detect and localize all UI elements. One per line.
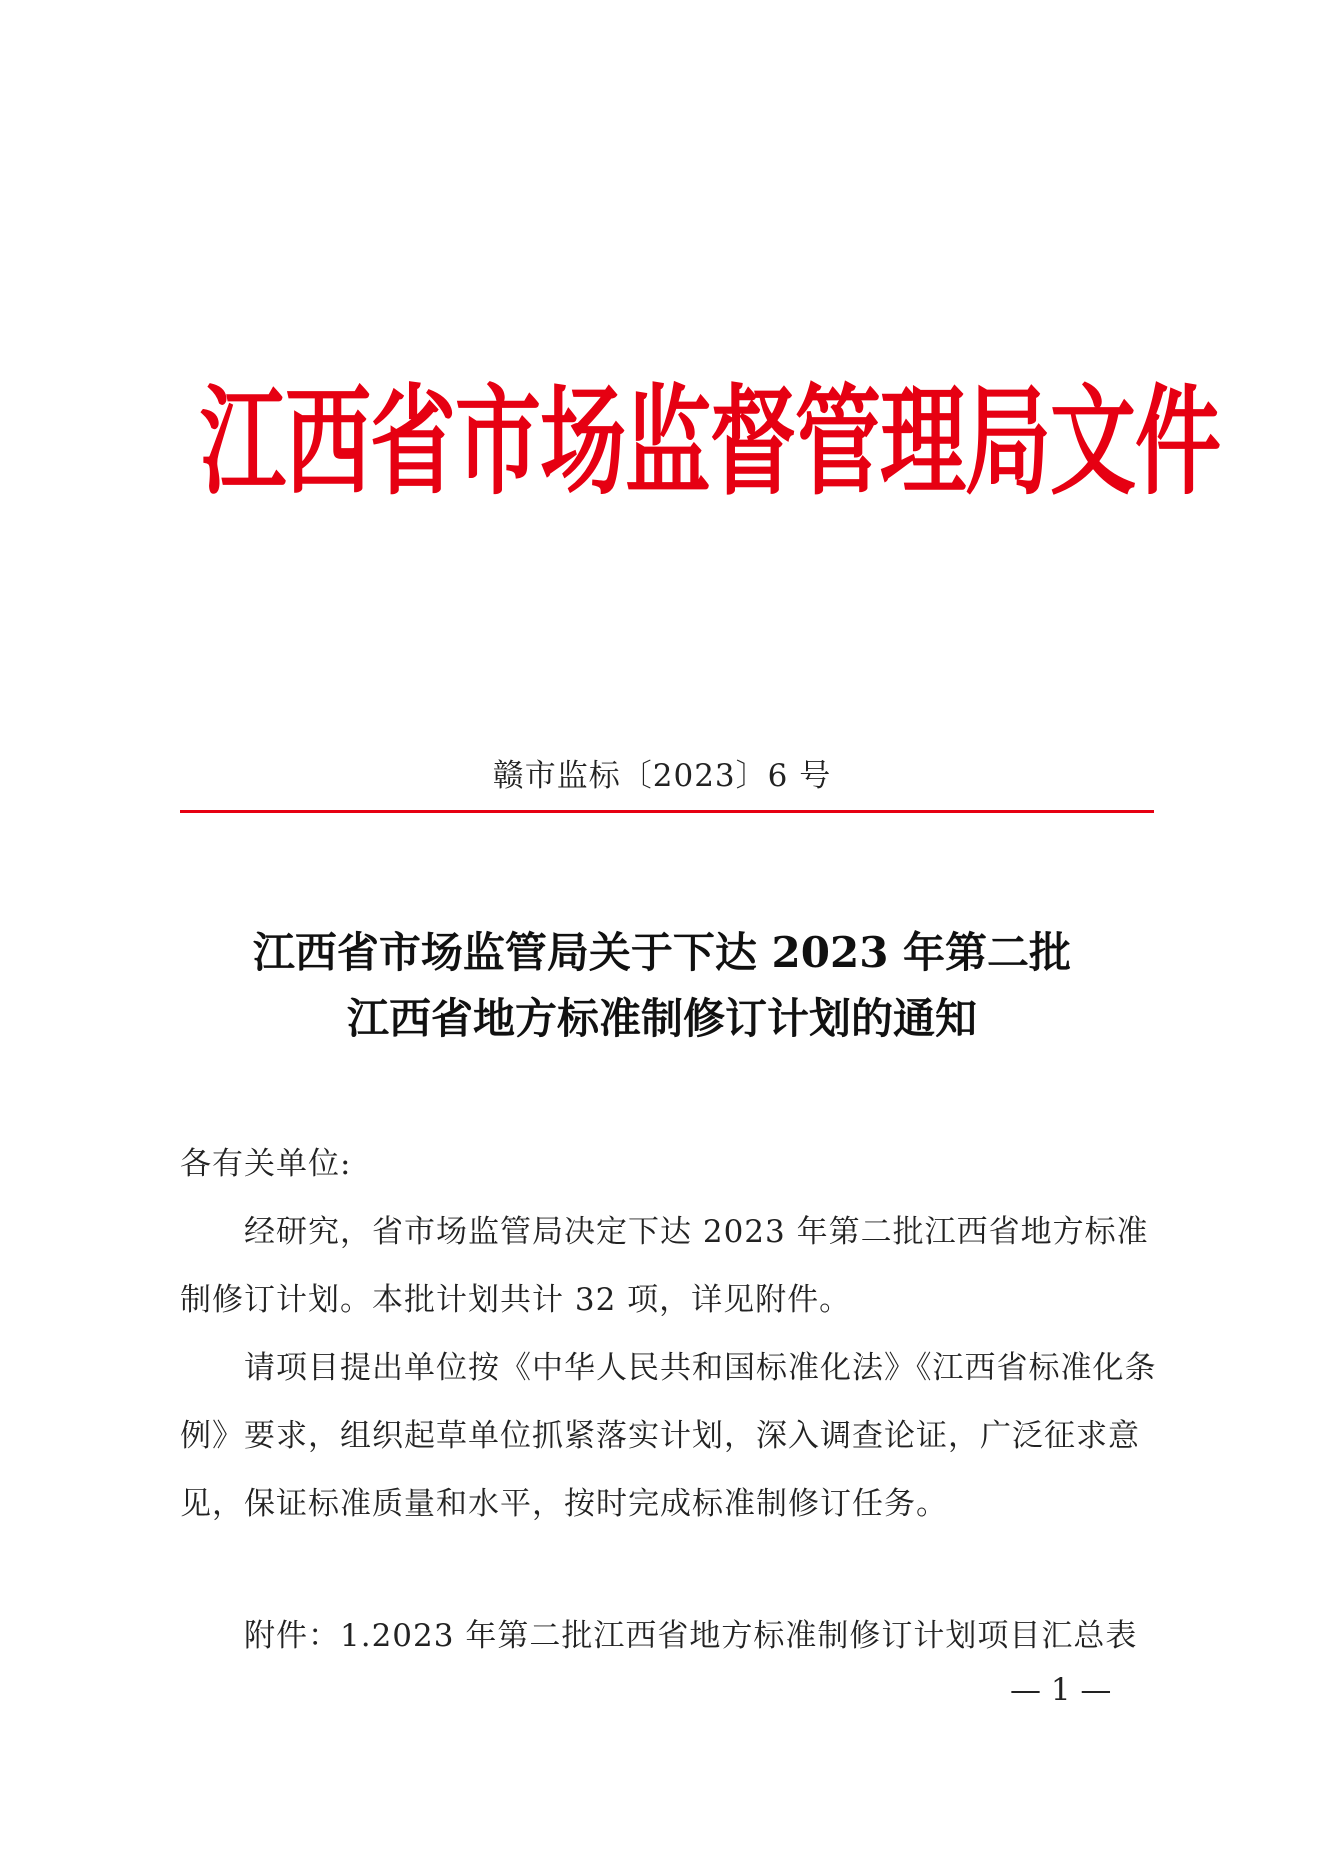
- document-number: 赣市监标〔2023〕6 号: [492, 758, 832, 794]
- body-paragraph-1: 经研究，省市场监管局决定下达 2023 年第二批江西省地方标准制修订计划。本批计划共计 32 项，详见附件。: [180, 1214, 1149, 1318]
- notice-title: [0, 920, 1324, 1053]
- red-divider-line: [180, 810, 1154, 813]
- page-number: — 1 —: [1010, 1672, 1112, 1708]
- notice-title-line-1: 江西省市场监管局关于下达 2023 年第二批: [252, 928, 1072, 977]
- attachment-line: 附件：1.2023 年第二批江西省地方标准制修订计划项目汇总表: [244, 1618, 1138, 1654]
- salutation: 各有关单位:: [180, 1146, 352, 1182]
- issuer-red-header: 江西省市场监督管理局文件: [200, 374, 1220, 512]
- notice-title-line-2: 江西省地方标准制修订计划的通知: [346, 994, 977, 1044]
- body-paragraph-2: 请项目提出单位按《中华人民共和国标准化法》《江西省标准化条例》要求，组织起草单位抓紧落实计划，深入调查论证，广泛征求意见，保证标准质量和水平，按时完成标准制修订任务。: [180, 1350, 1157, 1522]
